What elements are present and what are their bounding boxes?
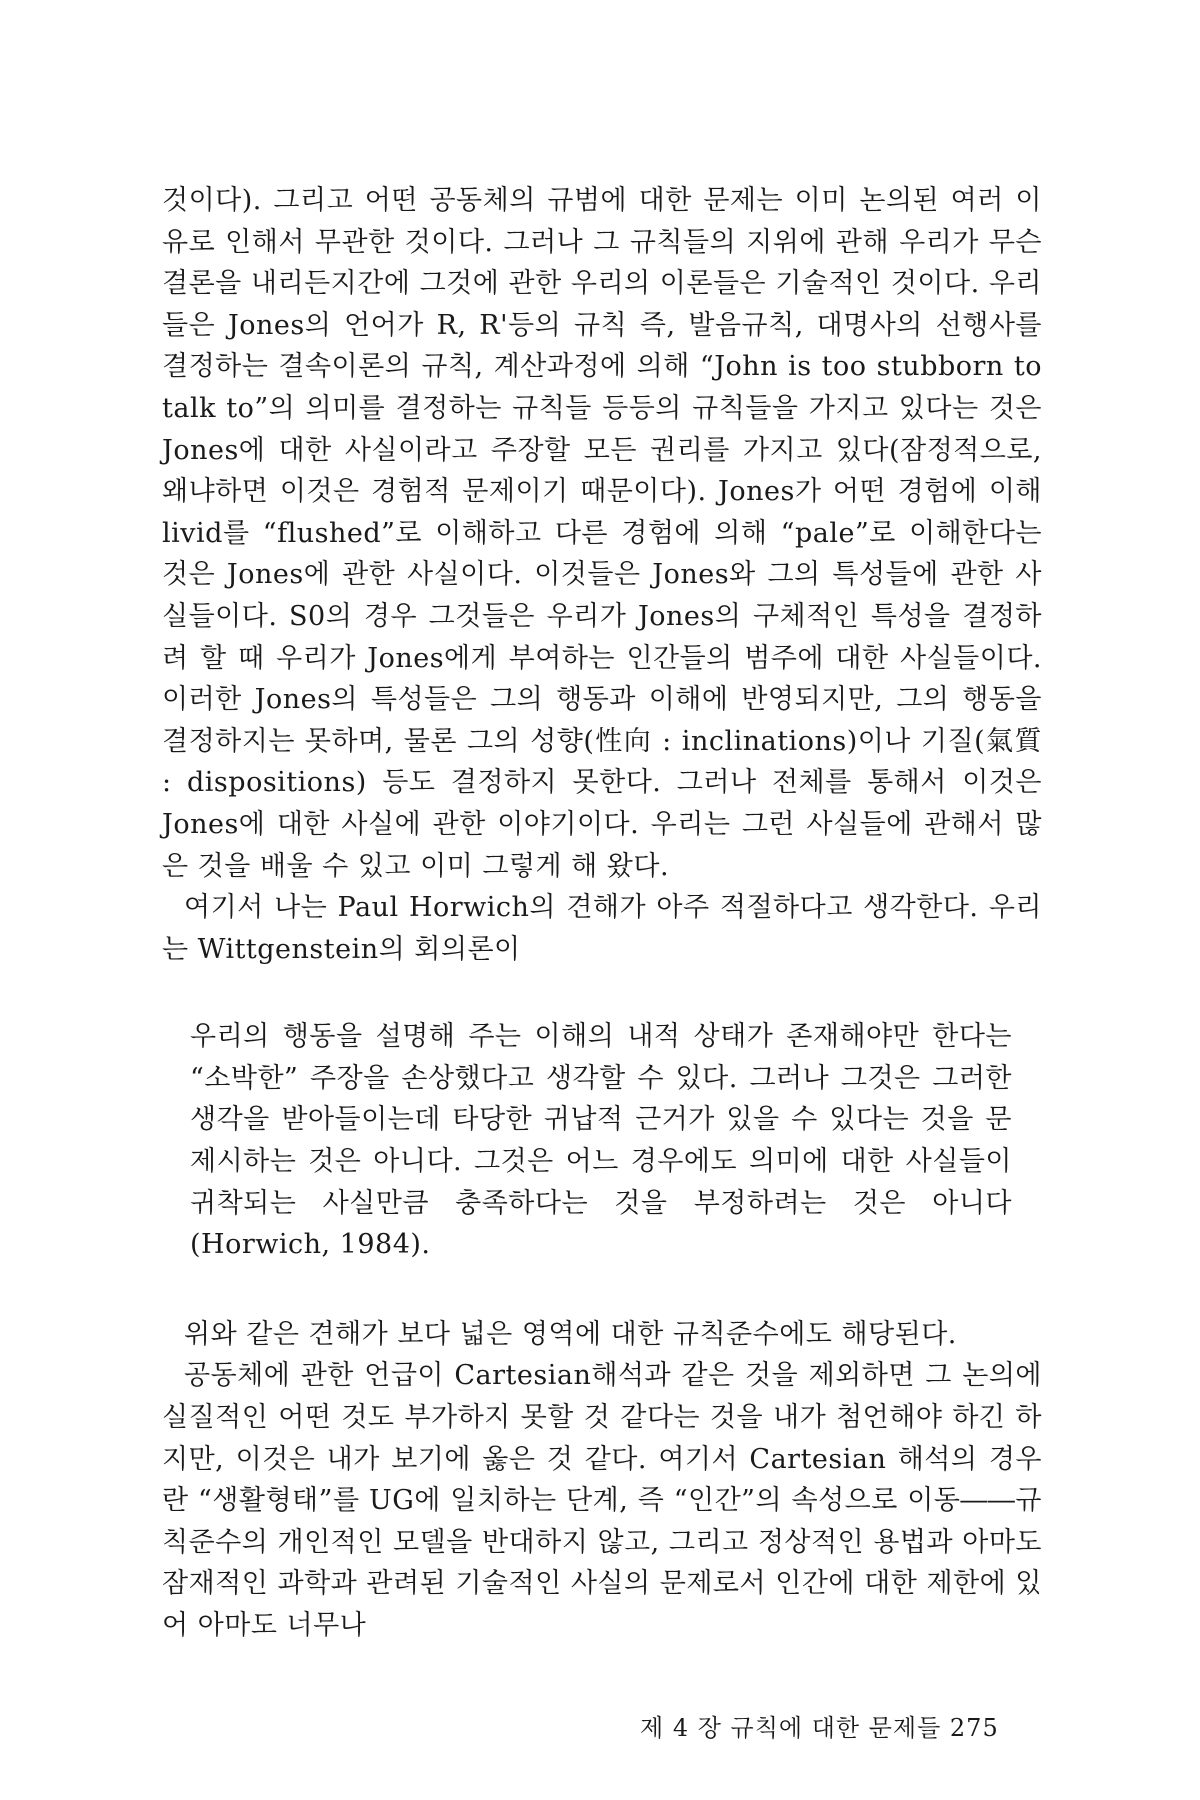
block-quote: 우리의 행동을 설명해 주는 이해의 내적 상태가 존재해야만 한다는 “소박한” 주장을 손상했다고 생각할 수 있다. 그러나 그것은 그러한 생각을 받아들이는데 타당한 귀납적 근거가 있을 수 있다는 것을 문제시하는 것은 아니다. 그것은 어느 경우에도 의미에 대한 사실들이 귀착되는 사실만큼 충족하다는 것을 부정하려는 것은 아니다(Horwich, 1984). [190,1021,1012,1261]
page-footer [640,1708,999,1743]
page-number: 275 [949,1714,999,1742]
chapter-title: 제 4 장 규칙에 대한 문제들 [640,1714,942,1742]
paragraph-4: 공동체에 관한 언급이 Cartesian해석과 같은 것을 제외하면 그 논의에 실질적인 어떤 것도 부가하지 못할 것 같다는 것을 내가 첨언해야 하긴 하지만, 이것은 내가 보기에 옳은 것 같다. 여기서 Cartesian 해석의 경우란 “생활형태”를 UG에 일치하는 단계, 즉 “인간”의 속성으로 이동――규칙준수의 개인적인 모델을 반대하지 않고, 그리고 정상적인 용법과 아마도 잠재적인 과학과 관려된 기술적인 사실의 문제로서 인간에 대한 제한에 있어 아마도 너무나 [162,1360,1042,1641]
paragraph-3: 위와 같은 견해가 보다 넓은 영역에 대한 규칙준수에도 해당된다. [184,1318,957,1350]
paragraph-2: 여기서 나는 Paul Horwich의 견해가 아주 적절하다고 생각한다. 우리는 Wittgenstein의 회의론이 [162,892,1042,965]
paragraph-1: 것이다). 그리고 어떤 공동체의 규범에 대한 문제는 이미 논의된 여러 이유로 인해서 무관한 것이다. 그러나 그 규칙들의 지위에 관해 우리가 무슨 결론을 내리든지간에 그것에 관한 우리의 이론들은 기술적인 것이다. 우리들은 Jones의 언어가 R, R'등의 규칙 즉, 발음규칙, 대명사의 선행사를 결정하는 결속이론의 규칙, 계산과정에 의해 “John is too stubborn to talk to”의 의미를 결정하는 규칙들 등등의 규칙들을 가지고 있다는 것은 Jones에 대한 사실이라고 주장할 모든 권리를 가지고 있다(잠정적으로, 왜냐하면 이것은 경험적 문제이기 때문이다). Jones가 어떤 경험에 이해 livid를 “flushed”로 이해하고 다른 경험에 의해 “pale”로 이해한다는 것은 Jones에 관한 사실이다. 이것들은 Jones와 그의 특성들에 관한 사실들이다. S0의 경우 그것들은 우리가 Jones의 구체적인 특성을 결정하려 할 때 우리가 Jones에게 부여하는 인간들의 범주에 대한 사실들이다. 이러한 Jones의 특성들은 그의 행동과 이해에 반영되지만, 그의 행동을 결정하지는 못하며, 물론 그의 성향(性向 : inclinations)이나 기질(氣質 : dispositions) 등도 결정하지 못한다. 그러나 전체를 통해서 이것은 Jones에 대한 사실에 관한 이야기이다. 우리는 그런 사실들에 관해서 많은 것을 배울 수 있고 이미 그렇게 해 왔다. [162,185,1042,882]
body-text [162,180,1042,1647]
